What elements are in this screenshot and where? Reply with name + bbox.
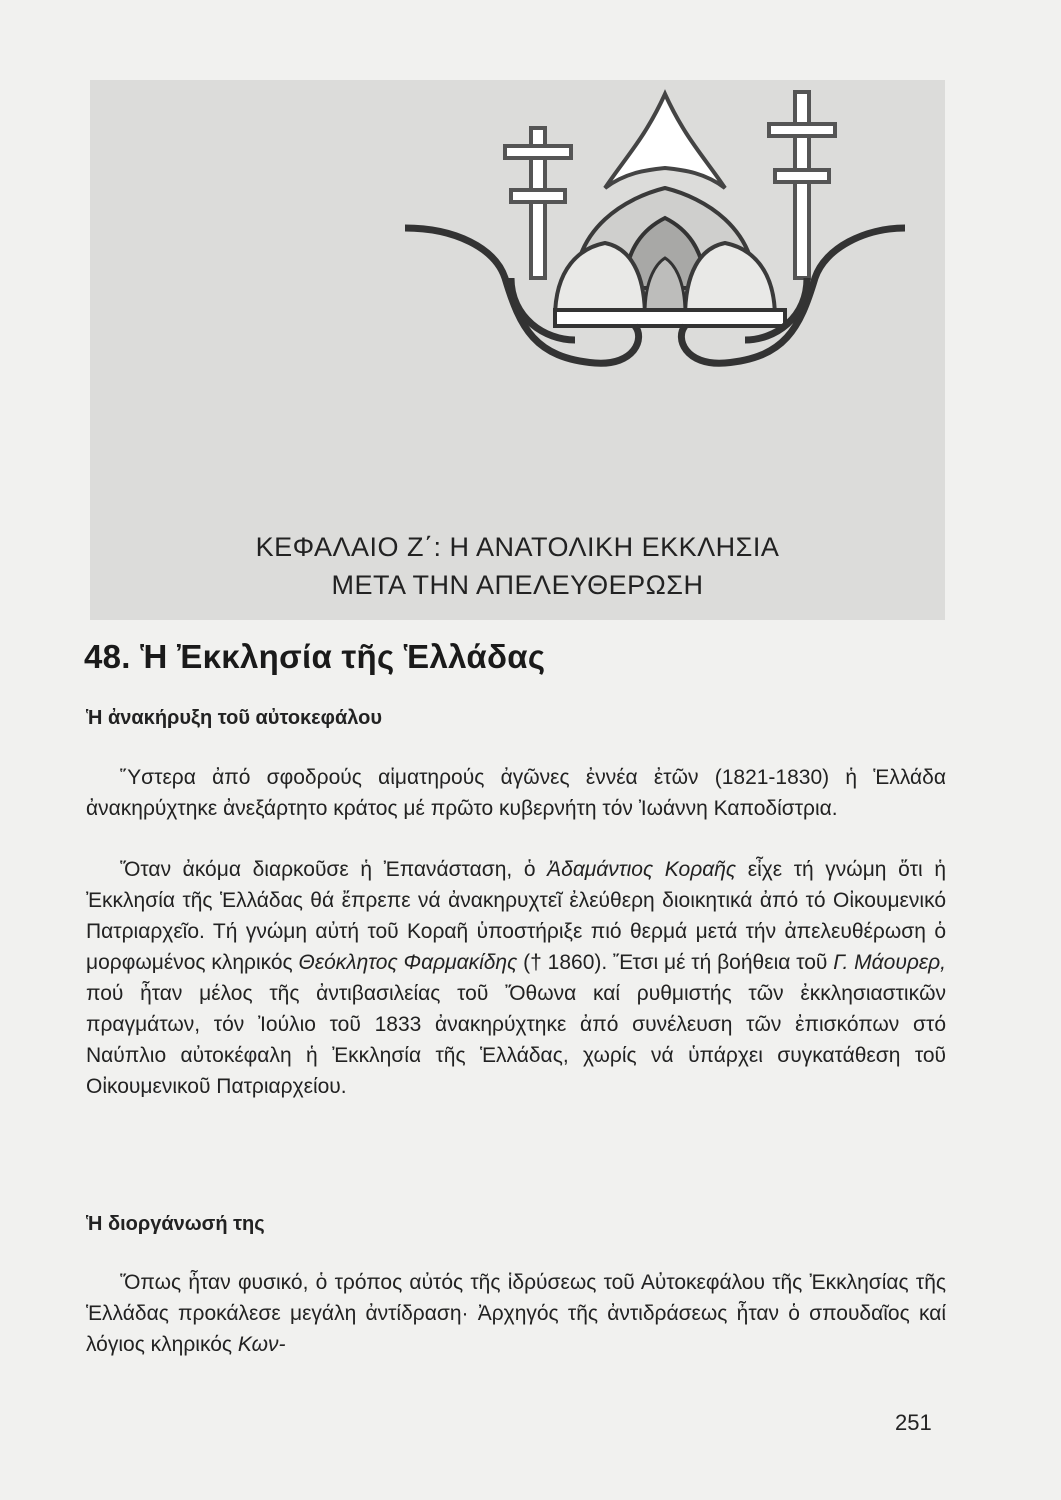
chapter-line-1: ΚΕΦΑΛΑΙΟ Ζ΄: Η ΑΝΑΤΟΛΙΚΗ ΕΚΚΛΗΣΙΑ [255,532,780,562]
paragraph-reaction [86,1267,946,1360]
text-segment: εἶχε τή γνώμη ὅτι ἡ Ἐκκλησία τῆς Ἑλλάδας θά ἔπρεπε νά ἀνακηρυχτεῖ ἐλεύθερη διοικητικά ἀπό τό Οἰκουμενικό Πατριαρχεῖο. Τή γνώμη αὐτή τοῦ Κοραῆ ὑποστήριξε πιό θερμά μετά τήν ἀπελευθέρωση ὁ μορφωμένος κληρικός [86,858,947,974]
person-name: Γ. Μάουρερ, [833,951,946,974]
text-segment: Ὅταν ἀκόμα διαρκοῦσε ἡ Ἐπανάσταση, ὁ [120,858,548,881]
subsection-heading-organization: Ἡ διοργάνωσή της [86,1213,265,1235]
left-cross-icon [505,128,571,278]
paragraph-korais [86,854,946,1102]
text-segment: († 1860). Ἔτσι μέ τή βοήθεια τοῦ [517,951,834,974]
text-segment: Ὅπως ἦταν φυσικό, ὁ τρόπος αὐτός τῆς ἱδρύσεως τοῦ Αὐτοκεφάλου τῆς Ἐκκλησίας τῆς Ἑλλάδας προκάλεσε μεγάλη ἀντίδραση· Ἀρχηγός τῆς ἀντιδράσεως ἦταν ὁ σπουδαῖος καί λόγιος κληρικός [86,1271,946,1356]
person-name: Ἀδαμάντιος Κοραῆς [547,858,737,881]
section-title: 48. Ἡ Ἐκκλησία τῆς Ἑλλάδας [84,638,546,675]
subsection-heading-autocephaly: Ἡ ἀνακήρυξη τοῦ αὐτοκεφάλου [86,707,383,729]
right-cross-icon [769,92,835,278]
text-segment: πού ἦταν μέλος τῆς ἀντιβασιλείας τοῦ Ὄθωνα καί ρυθμιστής τῶν ἐκκλησιαστικῶν πραγμάτων, τόν Ἰούλιο τοῦ 1833 ἀνακηρύχτηκε ἀπό συνέλευση τῶν ἐπισκόπων στό Ναύπλιο αὐτοκέφαλη ἡ Ἐκκλησία τῆς Ἑλλάδας, χωρίς νά ὑπάρχει συγκατάθεση τοῦ Οἰκουμενικοῦ Πατριαρχείου. [86,982,946,1098]
paragraph-independence: Ὕστερα ἀπό σφοδρούς αἱματηρούς ἀγῶνες ἐννέα ἐτῶν (1821-1830) ἡ Ἑλλάδα ἀνακηρύχτηκε ἀνεξάρτητο κράτος μέ πρῶτο κυβερνήτη τόν Ἰωάννη Καποδίστρια. [86,766,946,820]
page-number: 251 [895,1410,932,1435]
person-name: Θεόκλητος Φαρμακίδης [298,951,518,974]
chapter-line-2: ΜΕΤΑ ΤΗΝ ΑΠΕΛΕΥΘΕΡΩΣΗ [331,570,704,600]
person-name: Κων- [237,1333,286,1356]
ornament-icon [395,78,915,408]
chapter-heading [90,528,945,604]
dome-icon [555,94,785,326]
